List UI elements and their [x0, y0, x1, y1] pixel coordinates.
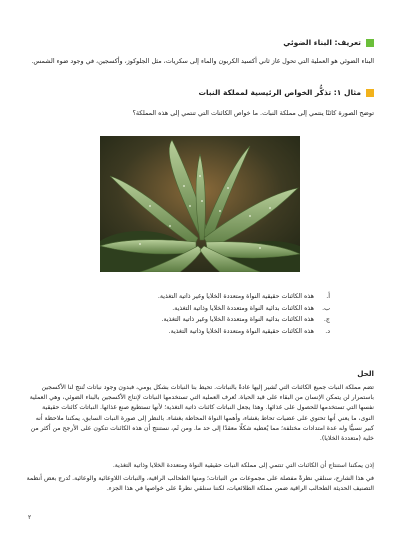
option-d[interactable] [70, 326, 330, 338]
question-text: توضح الصورة كائنًا ينتمي إلى مملكة النبات. ما خواص الكائنات التي تنتمي إلى هذه المملكة؟ [132, 109, 374, 117]
aloe-plant-image [100, 136, 300, 272]
option-letter: د. [325, 327, 330, 335]
definition-heading [283, 38, 374, 47]
solution-paragraph-2: إذن يمكننا استنتاج أن الكائنات التي تنتمي إلى مملكة النبات حقيقية النواة ومتعددة الخلايا وذاتية التغذية. [112, 462, 374, 469]
example-heading-text: مثال ١: تذكُّر الخواص الرئيسية لمملكة النبات [198, 88, 361, 97]
solution-title: الحل [357, 369, 374, 378]
example-heading [199, 88, 374, 97]
definition-heading-text: تعريف: البناء الضوئي [283, 38, 361, 47]
option-letter: ب. [322, 304, 330, 312]
solution-paragraph-3: في هذا الشارح، سنلقي نظرةً مفصلة على مجموعات من النباتات؛ ومنها الطحالب الراقية، والنباتات اللاوعائية والوعائية. تُدرج بعض أنظمة التصنيف الحديثة الطحالب الراقية ضمن مملكة الطلائعيات، لكننا سنلقي نظرةً على خواصها في هذا الجزء. [26, 475, 374, 493]
option-a[interactable] [70, 291, 330, 303]
answer-options [70, 291, 330, 337]
orange-square-icon [366, 89, 374, 97]
definition-text: البناء الضوئي هو العملية التي تحول غاز ثاني أكسيد الكربون والماء إلى سكريات، مثل الجلوكوز، وأكسجين، في وجود ضوء الشمس. [31, 57, 374, 65]
aloe-plant-illustration [100, 136, 300, 272]
solution-paragraph-1: تضم مملكة النبات جميع الكائنات التي تُشير إليها عادةً بالنباتات. تحيط بنا النباتات بشكل يومي، فبدون وجود نباتات تُنتج لنا الأكسجين باستمرار لن يتمكن الإنسان من البقاء على قيد الحياة. تُعرف العملية التي تستخدمها النباتات لإنتاج الأكسجين بالبناء الضوئي، وهي العملية نفسها التي تستخدمها للحصول على غذائها. وهذا يجعل النباتات كائنات ذاتية التغذية؛ لأنها تستطيع صنع غذائها. النباتات كائنات حقيقية النوى، ما يعني أنها تحتوي على عضيات تحاط بغشاء، وأهمها النواة المحاطة بغشاء. بالنظر إلى صورة النبات السابق، يمكننا ملاحظة أنه كبير نسبيًّا وله عدة امتدادات مختلفة؛ مما يُعطيه شكلًا معقدًا إلى حد ما. ومن ثَم، نستنتج أن هذه الكائنات تتكون على الأرجح من أكثر من خلية (متعددة الخلايا). [29, 384, 374, 443]
green-square-icon [366, 39, 374, 47]
page-number: ٢ [28, 514, 32, 521]
option-b[interactable] [70, 303, 330, 315]
option-text: هذه الكائنات حقيقية النواة ومتعددة الخلايا وذاتية التغذية. [168, 327, 314, 335]
option-text: هذه الكائنات حقيقية النواة ومتعددة الخلايا وغير ذاتية التغذية. [157, 293, 314, 300]
option-text: هذه الكائنات بدائية النواة ومتعددة الخلايا وذاتية التغذية. [172, 304, 314, 312]
option-c[interactable] [70, 314, 330, 326]
option-letter: ج. [323, 316, 330, 323]
option-letter: أ. [326, 293, 330, 300]
option-text: هذه الكائنات بدائية النواة ومتعددة الخلايا وغير ذاتية التغذية. [161, 316, 314, 323]
